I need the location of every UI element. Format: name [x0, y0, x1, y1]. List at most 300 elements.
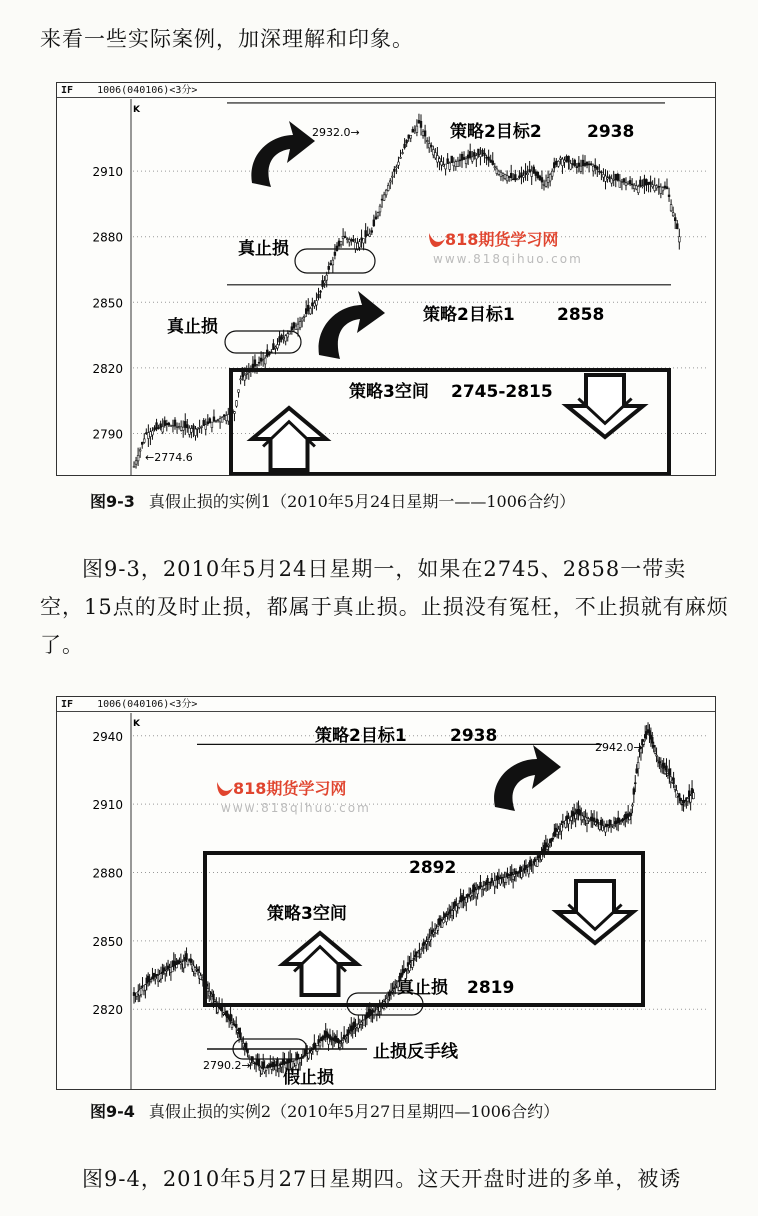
candle-body — [646, 180, 648, 185]
candle-body — [162, 426, 164, 432]
candle-body — [207, 422, 209, 424]
candle-body — [480, 154, 482, 156]
candle-body — [133, 466, 135, 467]
strategy3-label: 策略3空间 — [349, 382, 429, 402]
candle-body — [611, 179, 613, 183]
candle-body — [457, 161, 459, 166]
candle-body — [342, 237, 344, 239]
candle-body — [231, 1023, 233, 1028]
candle-body — [632, 805, 634, 806]
candle-body — [650, 182, 652, 184]
candle-body — [439, 159, 441, 162]
candle-body — [248, 1056, 250, 1057]
candle-body — [430, 936, 432, 940]
curved-arrow-icon — [494, 745, 561, 811]
paragraph-2: 图9-4，2010年5月27日星期四。这天开盘时进的多单，被诱 — [82, 1167, 682, 1191]
candle-body — [205, 425, 207, 430]
candle-body — [264, 358, 266, 364]
candle-body — [412, 129, 414, 132]
candle-body — [535, 172, 537, 176]
candle-body — [619, 181, 621, 187]
candle-body — [375, 217, 377, 219]
candle-body — [492, 161, 494, 165]
candle-body — [629, 816, 631, 819]
candle-body — [636, 769, 638, 773]
candle-body — [360, 1022, 362, 1024]
candle-body — [420, 121, 422, 127]
candle-body — [203, 420, 205, 425]
candle-body — [387, 186, 389, 191]
candle-body — [498, 171, 500, 174]
down-arrow-icon — [557, 881, 633, 943]
candle-body — [410, 135, 412, 138]
candle-body — [318, 294, 320, 298]
candle-body — [634, 783, 636, 784]
candle-body — [277, 345, 279, 349]
candle-body — [326, 275, 328, 280]
candle-body — [420, 949, 422, 954]
candle-body — [461, 154, 463, 160]
candle-body — [620, 822, 622, 823]
candle-body — [230, 1014, 232, 1021]
figure-9-4 — [56, 696, 716, 1090]
candle-body — [199, 427, 201, 428]
candle-body — [426, 942, 428, 944]
strategy3-label: 策略3空间 — [267, 904, 347, 924]
candle-body — [453, 162, 455, 166]
candle-body — [482, 150, 484, 153]
caption-number: 图9-4 — [90, 1102, 135, 1121]
candle-body — [342, 1040, 344, 1043]
candle-body — [352, 1028, 354, 1029]
candle-body — [437, 926, 439, 930]
chart-period: <3分> — [169, 85, 198, 96]
candle-body — [201, 978, 203, 979]
candle-body — [506, 176, 508, 181]
high-marker: 2942.0→ — [595, 741, 643, 754]
candle-body — [484, 153, 486, 156]
candle-body — [560, 158, 562, 159]
candle-body — [508, 176, 510, 177]
y-tick-label: 2790 — [92, 427, 123, 442]
candle-body — [271, 1067, 273, 1069]
candle-body — [287, 334, 289, 337]
candle-body — [154, 428, 156, 430]
candle-body — [443, 165, 445, 166]
candle-body — [217, 419, 219, 420]
candle-body — [170, 425, 172, 426]
candle-body — [338, 241, 340, 246]
candle-body — [605, 176, 607, 181]
candle-body — [557, 161, 559, 166]
candle-body — [570, 817, 572, 821]
candle-body — [666, 187, 668, 189]
candle-body — [693, 793, 695, 799]
candle-body — [519, 176, 521, 178]
y-tick-label: 2940 — [92, 729, 123, 744]
candle-body — [324, 281, 326, 283]
candle-body — [668, 769, 670, 775]
candle-body — [392, 991, 394, 992]
candle-body — [568, 819, 570, 824]
up-arrow-icon — [283, 933, 357, 995]
watermark-url: www.818qihuo.com — [433, 252, 583, 266]
candle-body — [242, 372, 244, 377]
candle-body — [580, 166, 582, 171]
candle-body — [277, 1060, 279, 1066]
candle-body — [582, 160, 584, 166]
candle-body — [234, 412, 236, 414]
candle-body — [494, 167, 496, 168]
candle-body — [195, 429, 197, 435]
watermark-url: www.818qihuo.com — [221, 801, 371, 815]
candle-body — [227, 415, 229, 421]
candle-body — [301, 319, 303, 321]
watermark-brand: 818期货学习网 — [233, 779, 347, 798]
annotations — [197, 725, 643, 1088]
candle-body — [660, 765, 662, 766]
candle-body — [258, 362, 260, 363]
candle-body — [662, 188, 664, 191]
candle-body — [265, 1068, 267, 1071]
candle-body — [516, 179, 518, 180]
candle-body — [308, 1053, 310, 1058]
candle-body — [283, 338, 285, 339]
candle-body — [186, 425, 188, 428]
y-tick-label: 2910 — [92, 798, 123, 813]
candle-body — [254, 360, 256, 366]
candle-body — [546, 847, 548, 849]
candle-body — [637, 762, 639, 768]
candle-body — [273, 344, 275, 350]
candle-body — [674, 218, 676, 221]
candle-body — [495, 880, 497, 886]
target2-label: 策略2目标2 — [450, 122, 542, 142]
candle-body — [564, 160, 566, 162]
candle-body — [603, 174, 605, 177]
y-axis — [92, 105, 141, 441]
candle-body — [260, 358, 262, 361]
candle-body — [418, 120, 420, 123]
candle-body — [171, 967, 173, 972]
candle-body — [656, 755, 658, 756]
candle-body — [150, 432, 152, 437]
candle-body — [152, 431, 154, 435]
candle-body — [379, 206, 381, 212]
candle-body — [637, 186, 639, 192]
candle-body — [426, 141, 428, 142]
candle-body — [336, 246, 338, 251]
candle-body — [690, 796, 692, 803]
candle-body — [295, 1060, 297, 1065]
candle-body — [642, 186, 644, 187]
candle-body — [275, 1066, 277, 1070]
candle-body — [609, 177, 611, 179]
y-tick-label: 2880 — [92, 866, 123, 881]
candle-body — [633, 185, 635, 188]
down-arrow-icon — [567, 375, 643, 437]
candle-body — [663, 763, 665, 768]
candle-body — [575, 814, 577, 818]
candle-body — [363, 239, 365, 243]
candle-body — [681, 804, 683, 805]
logo-swoosh-icon — [429, 233, 445, 247]
candle-body — [303, 316, 305, 317]
candle-body — [625, 183, 627, 186]
candle-body — [541, 178, 543, 183]
candle-body — [475, 156, 477, 159]
k-label: K — [133, 719, 140, 729]
candle-body — [135, 461, 137, 464]
candle-body — [334, 252, 336, 255]
candle-body — [680, 798, 682, 800]
y-axis — [92, 719, 141, 1017]
candle-body — [168, 423, 170, 425]
candle-body — [154, 977, 156, 979]
candle-body — [182, 427, 184, 430]
candle-body — [428, 144, 430, 148]
candle-body — [496, 169, 498, 174]
candle-body — [401, 973, 403, 975]
candle-body — [406, 968, 408, 969]
candle-body — [653, 745, 655, 747]
candle-body — [137, 455, 139, 461]
candle-body — [478, 149, 480, 155]
candlestick-chart — [57, 697, 715, 1089]
candle-body — [447, 159, 449, 164]
candle-body — [570, 163, 572, 169]
candle-body — [648, 182, 650, 184]
candle-body — [668, 195, 670, 197]
candle-body — [652, 185, 654, 187]
candle-body — [635, 186, 637, 189]
candle-body — [548, 845, 550, 846]
candle-body — [437, 156, 439, 163]
candle-body — [630, 813, 632, 815]
candle-body — [576, 167, 578, 168]
candle-body — [240, 379, 242, 380]
candle-body — [414, 129, 416, 130]
candle-body — [197, 969, 199, 971]
candle-body — [458, 903, 460, 907]
candle-body — [441, 162, 443, 165]
candle-body — [404, 144, 406, 148]
candle-body — [313, 1043, 315, 1048]
candle-body — [529, 170, 531, 173]
candle-body — [584, 163, 586, 165]
candle-body — [398, 162, 400, 165]
candle-body — [598, 171, 600, 172]
candle-body — [346, 239, 348, 240]
candle-body — [307, 305, 309, 311]
candle-body — [486, 157, 488, 158]
candle-body — [594, 165, 596, 168]
chart-code: IF — [61, 699, 74, 710]
candle-body — [643, 741, 645, 744]
candle-body — [676, 224, 678, 229]
candle-body — [355, 242, 357, 249]
candle-body — [166, 970, 168, 971]
candle-body — [164, 421, 166, 426]
candle-body — [646, 731, 648, 734]
candle-body — [299, 322, 301, 328]
candle-body — [150, 980, 152, 981]
candle-body — [238, 390, 240, 393]
candle-body — [678, 237, 680, 242]
true-stop-label-a: 真止损 — [238, 239, 289, 259]
candle-body — [512, 179, 514, 180]
candle-body — [219, 418, 221, 422]
candle-body — [389, 181, 391, 182]
candle-body — [244, 375, 246, 380]
candle-body — [656, 186, 658, 188]
candle-body — [629, 180, 631, 183]
candle-body — [371, 231, 373, 233]
candle-body — [344, 236, 346, 237]
candle-body — [361, 238, 363, 240]
candle-body — [394, 986, 396, 987]
candle-body — [601, 172, 603, 173]
curved-arrow-icon — [251, 121, 315, 187]
candle-body — [607, 178, 609, 179]
y-tick-label: 2910 — [92, 165, 123, 180]
candle-body — [311, 303, 313, 306]
candle-body — [453, 909, 455, 910]
candle-body — [256, 365, 258, 366]
candle-body — [579, 810, 581, 815]
candle-body — [176, 426, 178, 427]
y-tick-label: 2850 — [92, 934, 123, 949]
candle-body — [314, 303, 316, 306]
candle-body — [590, 164, 592, 165]
candle-body — [160, 424, 162, 428]
candle-body — [275, 347, 277, 348]
candle-body — [261, 1068, 263, 1073]
candle-body — [143, 439, 145, 442]
candle-body — [201, 426, 203, 427]
candle-body — [176, 965, 178, 968]
high-marker: 2932.0→ — [312, 126, 360, 139]
candle-body — [562, 159, 564, 166]
candle-body — [141, 442, 143, 444]
candle-body — [473, 152, 475, 156]
candle-body — [352, 239, 354, 241]
candle-body — [214, 1001, 216, 1002]
candle-body — [553, 163, 555, 168]
candle-body — [140, 989, 142, 995]
candle-body — [417, 953, 419, 957]
candle-body — [651, 737, 653, 743]
candle-body — [329, 1035, 331, 1039]
candle-body — [613, 824, 615, 825]
candle-body — [664, 186, 666, 188]
candle-body — [434, 153, 436, 158]
candle-body — [174, 420, 176, 426]
candle-body — [572, 164, 574, 165]
candle-body — [568, 156, 570, 162]
candle-body — [408, 135, 410, 138]
candle-body — [258, 1059, 260, 1066]
candle-body — [551, 171, 553, 176]
candle-body — [539, 176, 541, 180]
y-tick-label: 2850 — [92, 296, 123, 311]
candle-body — [247, 1049, 249, 1053]
candle-body — [422, 132, 424, 136]
candle-body — [499, 879, 501, 884]
candle-body — [617, 174, 619, 180]
candle-body — [326, 1032, 328, 1037]
candle-body — [311, 1051, 313, 1053]
strategy3-value: 2745-2815 — [451, 382, 553, 402]
candle-body — [484, 885, 486, 888]
candle-body — [166, 423, 168, 424]
candle-body — [400, 157, 402, 158]
caption-text: 真假止损的实例2（2010年5月27日星期四—1006合约） — [148, 1102, 560, 1121]
candle-body — [623, 179, 625, 182]
candle-body — [547, 178, 549, 183]
intro-text: 来看一些实际案例，加深理解和印象。 — [40, 27, 414, 51]
figure-9-3 — [56, 82, 716, 476]
candle-body — [514, 874, 516, 876]
candle-body — [281, 335, 283, 339]
candle-body — [184, 421, 186, 427]
candle-body — [471, 893, 473, 895]
candle-body — [586, 162, 588, 165]
reverse-line-label: 止损反手线 — [373, 1042, 458, 1062]
candle-body — [510, 173, 512, 177]
candle-body — [500, 172, 502, 176]
candle-body — [532, 864, 534, 865]
candle-body — [332, 260, 334, 265]
candle-body — [477, 889, 479, 894]
candle-body — [615, 174, 617, 180]
candle-body — [396, 167, 398, 168]
candle-body — [631, 184, 633, 185]
y-tick-label: 2820 — [92, 361, 123, 376]
candle-body — [322, 281, 324, 287]
candle-body — [289, 332, 291, 334]
candle-body — [465, 898, 467, 903]
candle-body — [223, 415, 225, 417]
candle-body — [235, 1024, 237, 1027]
candle-body — [596, 167, 598, 170]
candle-body — [490, 882, 492, 883]
candle-body — [508, 876, 510, 877]
candle-body — [409, 964, 411, 970]
candle-body — [505, 877, 507, 882]
box-top-value: 2892 — [409, 858, 457, 878]
candle-body — [521, 872, 523, 878]
candle-body — [262, 360, 264, 361]
candle-body — [447, 914, 449, 915]
candle-body — [558, 829, 560, 832]
candle-body — [578, 163, 580, 166]
figure-caption — [90, 1100, 559, 1124]
candle-body — [172, 426, 174, 427]
candle-body — [404, 970, 406, 971]
candle-body — [654, 751, 656, 753]
candle-body — [262, 1062, 264, 1068]
low-marker: 2790.2→ — [203, 1059, 251, 1072]
candle-body — [367, 235, 369, 236]
candle-body — [319, 1042, 321, 1046]
candle-body — [225, 415, 227, 420]
chart-period: <3分> — [169, 699, 198, 710]
candle-body — [363, 1020, 365, 1025]
candle-body — [593, 818, 595, 822]
candle-body — [644, 734, 646, 738]
candle-body — [523, 176, 525, 178]
